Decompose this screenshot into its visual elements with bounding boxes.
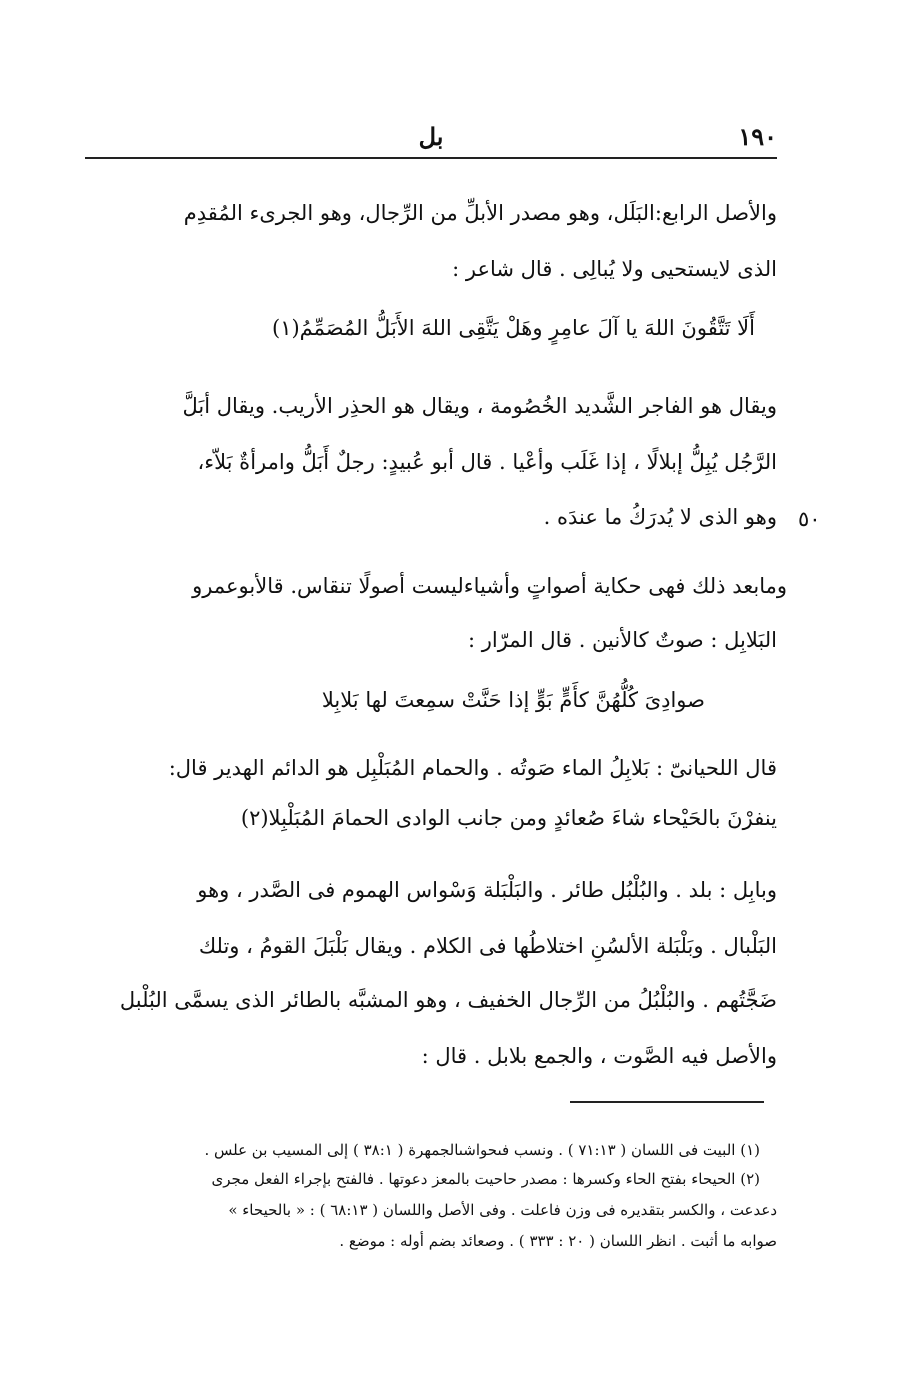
header-rule	[85, 157, 777, 159]
body-line: البَلْبال . وبَلْبَلة الألسُنِ اختلاطُها فى الكلام . ويقال بَلْبَلَ القومُ ، وتلك	[198, 934, 777, 958]
body-line: قال اللحيانىّ : بَلابِلُ الماء صَوتُه . والحمام المُبَلْبِل هو الدائم الهدير قال:	[168, 756, 777, 780]
body-line: ويقال هو الفاجر الشَّديد الخُصُومة ، ويقال هو الحذِر الأريب. ويقال أبَلَّ	[182, 394, 777, 418]
body-line: وهو الذى لا يُدرَكُ ما عندَه .	[543, 505, 777, 529]
footnote-rule	[570, 1101, 764, 1103]
body-line: والأصل الرابع:البَلَل، وهو مصدر الأبلِّ من الرِّجال، وهو الجرىء المُقدِم	[183, 201, 777, 225]
footnote-line: (١) البيت فى اللسان ( ٧١:١٣ ) . ونسب فىحواشىالجمهرة ( ٣٨:١ ) إلى المسيب بن علس .	[204, 1141, 760, 1159]
body-line: وبابِل : بلد . والبُلْبُل طائر . والبَلْبَلة وَسْواس الهموم فى الصَّدر ، وهو	[197, 878, 777, 902]
footnote-line: دعدعت ، والكسر بتقديره فى وزن فاعلت . وفى الأصل واللسان ( ٦٨:١٣ ) : « بالحيحاء »	[228, 1201, 777, 1219]
page-number: ١٩٠	[738, 122, 777, 151]
body-line: البَلابِل : صوتٌ كالأنين . قال المرّار :	[467, 628, 777, 652]
verse-line: صوادِىَ كُلُّهُنَّ كأَمٍّ بَوٍّ إذا حَنَّتْ سمِعتَ لها بَلابِلا	[321, 688, 705, 712]
footnote-line: صوابه ما أثبت . انظر اللسان ( ٢٠ : ٣٣٣ ) . وصعائد بضم أوله : موضع .	[339, 1232, 777, 1250]
body-line: ضَجَّتُهم . والبُلْبُلُ من الرِّجال الخفيف ، وهو المشبَّه بالطائر الذى يسمَّى البُلْبل	[119, 988, 777, 1012]
page-header	[85, 122, 777, 156]
body-line: الذى لايستحيى ولا يُبالِى . قال شاعر :	[452, 257, 777, 281]
footnote-line: (٢) الحيحاء بفتح الحاء وكسرها : مصدر حاحيت بالمعز دعوتها . فالفتح بإجراء الفعل مجرى	[211, 1170, 760, 1188]
body-line: والأصل فيه الصَّوت ، والجمع بلابل . قال :	[421, 1044, 777, 1068]
body-line: ومابعد ذلك فهى حكاية أصواتٍ وأشياءليست أصولًا تنقاس. قالأبوعمرو	[192, 574, 787, 598]
verse-line: أَلَا تَتَّقُونَ اللهَ يا آلَ عامِرٍ وهَلْ يَتَّقِى اللهَ الأَبَلُّ المُصَمِّمُ(١)	[272, 316, 755, 340]
verse-line: ينفرْنَ بالحَيْحاء شاءَ صُعائدٍ ومن جانب الوادى الحمامَ المُبَلْبِلا(٢)	[240, 806, 777, 830]
body-line: الرَّجُل يُبِلُّ إبلالًا ، إذا غَلَب وأعْيا . قال أبو عُبيدٍ: رجلٌ أَبَلُّ وامرأةٌ بَلاّء،	[197, 450, 777, 474]
line-number: ٥٠	[798, 507, 821, 531]
running-head: بل	[418, 122, 444, 151]
